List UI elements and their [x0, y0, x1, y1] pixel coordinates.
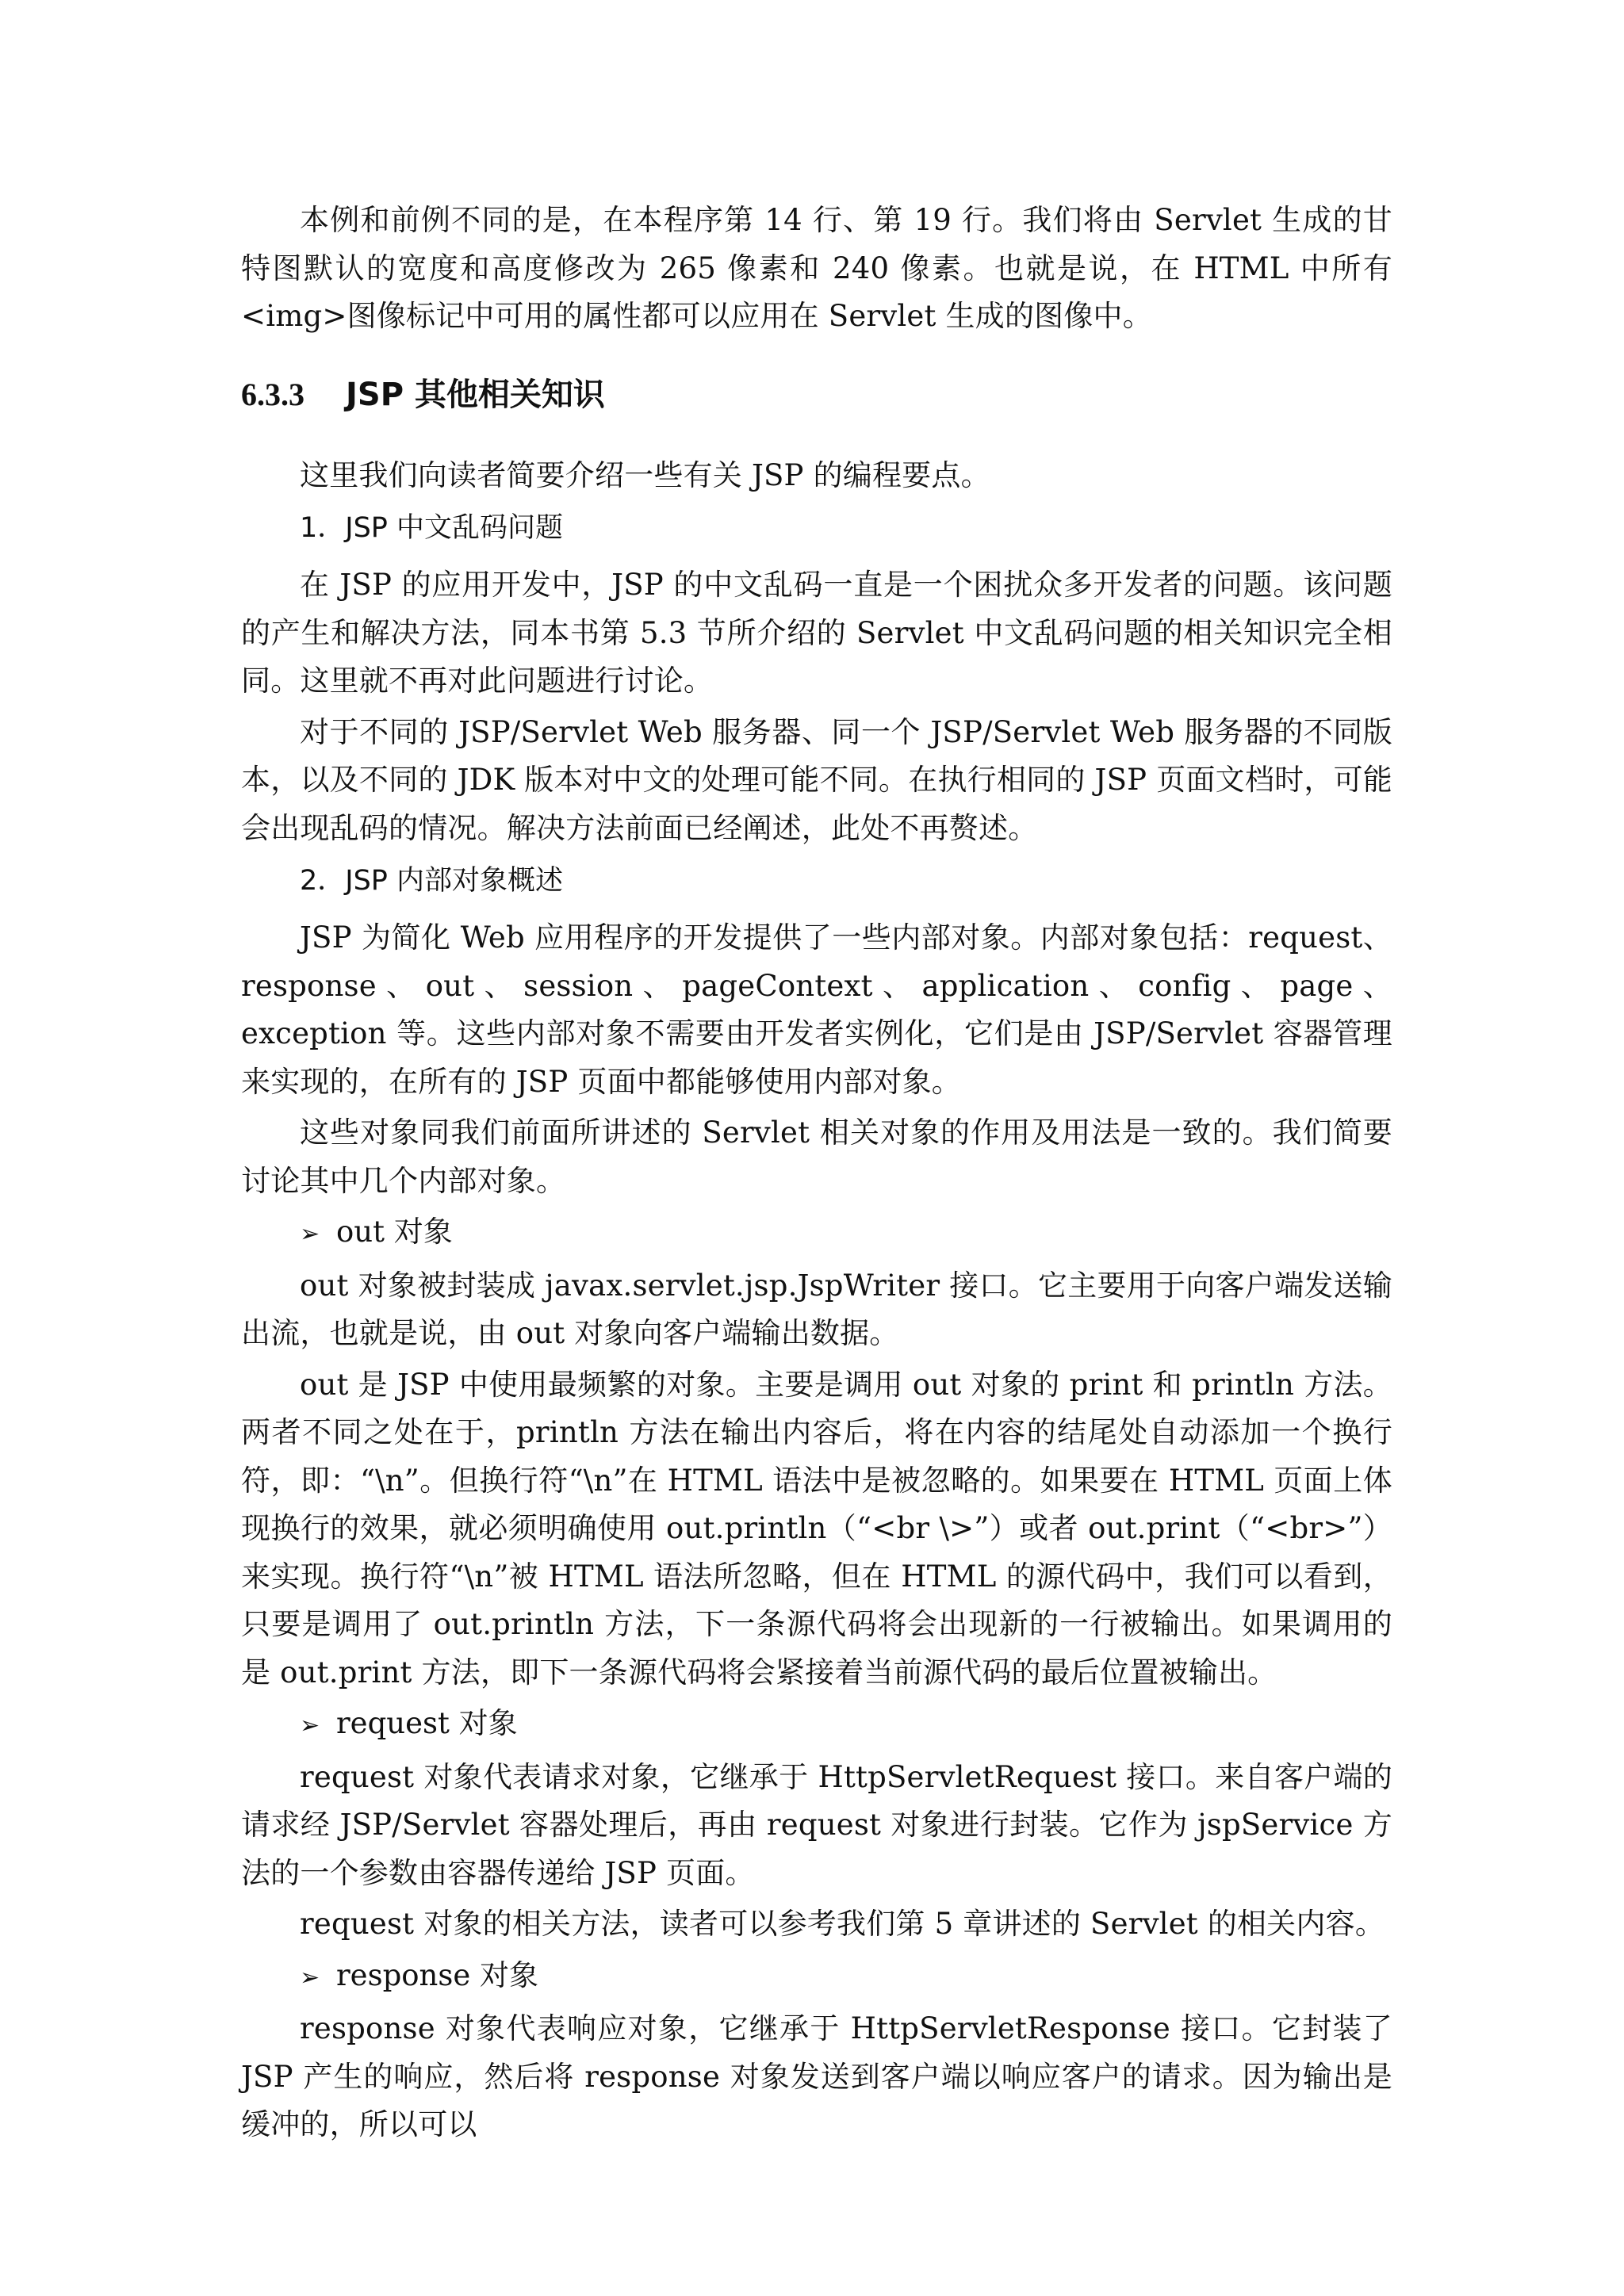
paragraph: request 对象代表请求对象，它继承于 HttpServletRequest 接口。来自客户端的请求经 JSP/Servlet 容器处理后，再由 request 对象进行封装。它作为 jspService 方法的一个参数由容器传递给 JSP 页面。 [241, 1759, 1392, 1890]
paragraph: JSP 为简化 Web 应用程序的开发提供了一些内部对象。内部对象包括：request、response、out、session、pageContext、application、config、page、exception 等。这些内部对象不需要由开发者实例化，它们是由 JSP/Servlet 容器管理来实现的，在所有的 JSP 页面中都能够使用内部对象。 [241, 920, 1392, 1099]
bullet-out-object [300, 1208, 1392, 1259]
bullet-request-object [300, 1700, 1392, 1751]
paragraph: request 对象的相关方法，读者可以参考我们第 5 章讲述的 Servlet 的相关内容。 [300, 1907, 1385, 1941]
subsection-heading-encoding: 1．JSP 中文乱码问题 [300, 512, 564, 544]
paragraph: 在 JSP 的应用开发中，JSP 的中文乱码一直是一个困扰众多开发者的问题。该问题的产生和解决方法，同本书第 5.3 节所介绍的 Servlet 中文乱码问题的相关知识完全相同。这里就不再对此问题进行讨论。 [241, 568, 1392, 698]
arrow-bullet-icon: ➢ [300, 1963, 320, 1992]
bullet-label: response 对象 [336, 1957, 539, 1992]
paragraph: 这些对象同我们前面所讲述的 Servlet 相关对象的作用及用法是一致的。我们简要讨论其中几个内部对象。 [241, 1115, 1392, 1198]
bullet-label: request 对象 [336, 1706, 518, 1740]
bullet-response-object [300, 1952, 1392, 2003]
section-number: 6.3.3 [241, 376, 304, 412]
arrow-bullet-icon: ➢ [300, 1220, 320, 1248]
arrow-bullet-icon: ➢ [300, 1712, 320, 1739]
section-title-text: JSP 其他相关知识 [346, 376, 605, 413]
bullet-label: out 对象 [336, 1215, 453, 1249]
paragraph: 对于不同的 JSP/Servlet Web 服务器、同一个 JSP/Servlet Web 服务器的不同版本，以及不同的 JDK 版本对中文的处理可能不同。在执行相同的 JSP 页面文档时，可能会出现乱码的情况。解决方法前面已经阐述，此处不再赘述。 [241, 714, 1392, 845]
paragraph: out 是 JSP 中使用最频繁的对象。主要是调用 out 对象的 print 和 println 方法。两者不同之处在于，println 方法在输出内容后，将在内容的结尾处自动添加一个换行符，即：“\n”。但换行符“\n”在 HTML 语法中是被忽略的。如果要在 HTML 页面上体现换行的效果，就必须明确使用 out.println（“<br \>”）或者 out.print（“<br>”）来实现。换行符“\n”被 HTML 语法所忽略，但在 HTML 的源代码中，我们可以看到，只要是调用了 out.println 方法，下一条源代码将会出现新的一行被输出。如果调用的是 out.print 方法，即下一条源代码将会紧接着当前源代码的最后位置被输出。 [241, 1367, 1392, 1689]
section-heading [241, 373, 1392, 417]
page-content [241, 197, 1392, 2152]
paragraph: response 对象代表响应对象，它继承于 HttpServletResponse 接口。它封装了 JSP 产生的响应，然后将 response 对象发送到客户端以响应客户的请求。因为输出是缓冲的，所以可以 [241, 2011, 1392, 2141]
intro-paragraph: 本例和前例不同的是，在本程序第 14 行、第 19 行。我们将由 Servlet 生成的甘特图默认的宽度和高度修改为 265 像素和 240 像素。也就是说，在 HTML 中所有<img>图像标记中可用的属性都可以应用在 Servlet 生成的图像中。 [241, 203, 1392, 333]
paragraph: out 对象被封装成 javax.servlet.jsp.JspWriter 接口。它主要用于向客户端发送输出流，也就是说，由 out 对象向客户端输出数据。 [241, 1268, 1392, 1350]
section-intro-paragraph: 这里我们向读者简要介绍一些有关 JSP 的编程要点。 [300, 457, 990, 492]
subsection-heading-implicit-objects: 2．JSP 内部对象概述 [300, 865, 564, 897]
